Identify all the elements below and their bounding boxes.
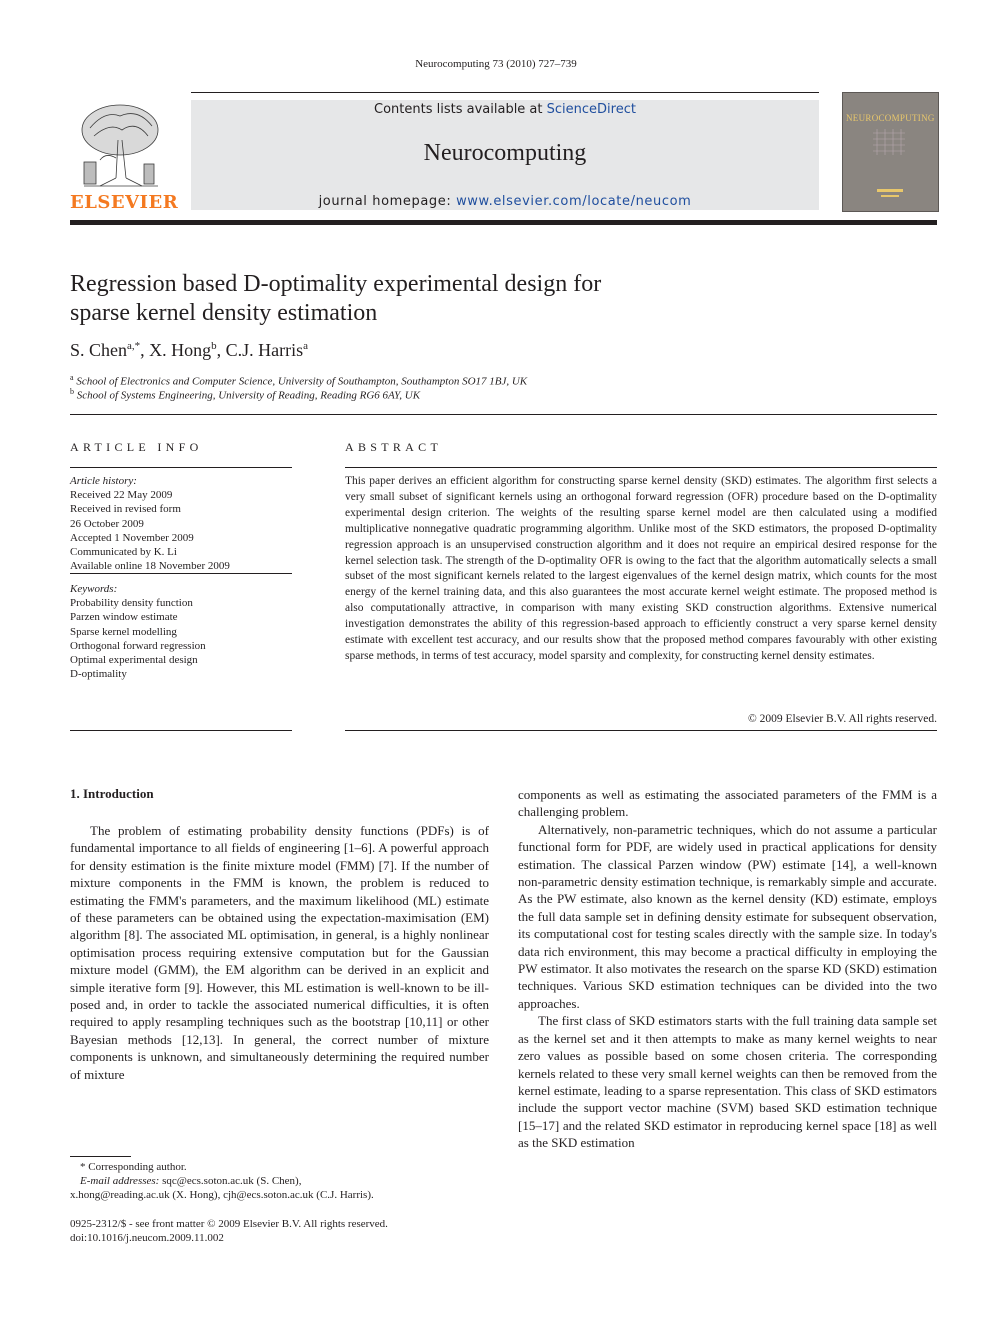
divider bbox=[345, 730, 937, 731]
author-affiliation-mark[interactable]: a,* bbox=[127, 340, 141, 352]
keyword: D-optimality bbox=[70, 668, 127, 681]
email-line-2[interactable]: x.hong@reading.ac.uk (X. Hong), cjh@ecs.soton.ac.uk (C.J. Harris). bbox=[70, 1189, 374, 1201]
author-affiliation-mark[interactable]: a bbox=[303, 340, 309, 352]
issn-line: 0925-2312/$ - see front matter © 2009 Elsevier B.V. All rights reserved. bbox=[70, 1218, 388, 1230]
journal-reference: Neurocomputing 73 (2010) 727–739 bbox=[415, 58, 577, 70]
doi-line[interactable]: doi:10.1016/j.neucom.2009.11.002 bbox=[70, 1232, 224, 1244]
article-info-heading: ARTICLE INFO bbox=[70, 440, 203, 454]
section-heading: 1. Introduction bbox=[70, 786, 154, 801]
keyword: Probability density function bbox=[70, 597, 193, 610]
paragraph: The problem of estimating probability density functions (PDFs) is of fundamental importance to all fields of engineering [1–6]. A powerful approach for density estimation is the finite mixture model (FMM) [7]. If the number of mixture components in the FMM is known, the problem is reduced to estimating the FMM's parameters, and the maximum likelihood (ML) estimate of these parameters can be obtained using the expectation-maximisation (EM) algorithm [8]. The associated ML optimisation, in general, is a highly nonlinear optimisation process requiring extensive computation but for the Gaussian mixture model (GMM), the EM algorithm can be derived in an explicit and simple iterative form [9]. However, this ML estimation is well-known to be ill-posed and, in order to tackle the associated numerical difficulties, it is often required to apply resampling techniques such as the bootstrap [10,11] or other Bayesian methods [12,13]. In general, the correct number of mixture components is unknown, and simultaneously determining the required number of mixture bbox=[70, 823, 489, 1082]
author-affiliation-mark[interactable]: b bbox=[211, 340, 217, 352]
abstract-copyright: © 2009 Elsevier B.V. All rights reserved. bbox=[748, 713, 937, 725]
keyword: Sparse kernel modelling bbox=[70, 625, 177, 638]
divider bbox=[345, 467, 937, 468]
keyword: Optimal experimental design bbox=[70, 654, 198, 667]
affiliation-text: School of Electronics and Computer Science, University of Southampton, Southampton SO17 1BJ, UK bbox=[76, 375, 528, 388]
title-line-2: sparse kernel density estimation bbox=[70, 300, 378, 326]
author-list bbox=[70, 340, 308, 361]
homepage-prefix: journal homepage: bbox=[318, 194, 457, 209]
contents-line bbox=[191, 102, 819, 117]
tree-icon bbox=[70, 100, 170, 190]
email-line bbox=[70, 1174, 374, 1188]
divider bbox=[70, 573, 292, 574]
elsevier-logo bbox=[70, 100, 179, 213]
title-line-1: Regression based D-optimality experimental design for bbox=[70, 271, 602, 297]
homepage-link[interactable]: www.elsevier.com/locate/neucom bbox=[456, 194, 692, 209]
body-column-right bbox=[518, 786, 937, 1152]
contents-prefix: Contents lists available at bbox=[374, 102, 547, 117]
footnotes bbox=[70, 1160, 374, 1202]
history-item: Communicated by K. Li bbox=[70, 546, 177, 559]
header-rule bbox=[70, 220, 937, 225]
history-item: Accepted 1 November 2009 bbox=[70, 531, 194, 544]
keyword: Parzen window estimate bbox=[70, 611, 178, 624]
author-name[interactable]: , C.J. Harris bbox=[216, 340, 304, 360]
corresponding-author-note: * Corresponding author. bbox=[80, 1161, 187, 1173]
history-item: Received 22 May 2009 bbox=[70, 489, 173, 502]
author-name[interactable]: S. Chen bbox=[70, 340, 128, 360]
abstract-heading: ABSTRACT bbox=[345, 440, 443, 454]
history-item: Received in revised form bbox=[70, 503, 181, 516]
keywords bbox=[70, 582, 206, 681]
journal-cover-thumbnail bbox=[842, 92, 939, 212]
history-label: Article history: bbox=[70, 475, 137, 487]
affiliation-text: School of Systems Engineering, University of Reading, Reading RG6 6AY, UK bbox=[76, 389, 421, 402]
sciencedirect-link[interactable]: ScienceDirect bbox=[546, 102, 636, 117]
elsevier-wordmark: ELSEVIER bbox=[70, 192, 179, 213]
author-name[interactable]: , X. Hong bbox=[140, 340, 212, 360]
history-item: 26 October 2009 bbox=[70, 517, 144, 530]
email-addresses[interactable]: sqc@ecs.soton.ac.uk (S. Chen), bbox=[159, 1175, 302, 1187]
affiliation-label: a bbox=[70, 373, 74, 382]
affiliation-rule bbox=[70, 414, 937, 415]
journal-name: Neurocomputing bbox=[423, 140, 587, 166]
history-item: Available online 18 November 2009 bbox=[70, 560, 230, 573]
paragraph: The first class of SKD estimators starts with the full training data sample set as the kernel set and it then attempts to make as many kernel weights to near zero values as possible based on some chosen criteria. The corresponding kernels related to these very small kernel weights can then be removed from the kernel estimate, leading to a sparse representation. This class of SKD estimators include the support vector machine (SVM) based SKD estimation technique [15–17] and the related SKD estimator in reproducing kernel space [18] as well as the SKD estimation bbox=[518, 1013, 937, 1151]
article-title bbox=[70, 270, 770, 328]
article-history bbox=[70, 474, 230, 573]
homepage-line bbox=[191, 194, 819, 209]
affiliation-a bbox=[70, 373, 527, 388]
keywords-label: Keywords: bbox=[70, 583, 118, 595]
affiliation-b bbox=[70, 387, 420, 402]
cover-pattern-icon bbox=[843, 93, 938, 211]
footnote-rule bbox=[70, 1156, 131, 1157]
body-column-left bbox=[70, 822, 489, 1083]
cover-title: NEUROCOMPUTING bbox=[846, 113, 935, 123]
paragraph: components as well as estimating the associated parameters of the FMM is a challenging problem. bbox=[518, 787, 937, 820]
affiliation-label: b bbox=[70, 387, 74, 396]
abstract-text: This paper derives an efficient algorithm for constructing sparse kernel density (SKD) estimates. The algorithm first selects a very small subset of significant kernels using an orthogonal forward regression (OFR) procedure based on the D-optimality experimental design criterion. The weights of the resulting sparse kernel model are then calculated using a modified multiplicative nonnegative quadratic programming algorithm. Unlike most of the SKD estimators, the proposed D-optimality regression approach is an unsupervised construction algorithm and it does not require an empirical desired response for the kernel selection task. The strength of the D-optimality OFR is owing to the fact that the algorithm automatically selects a small subset of the most significant kernels related to the largest eigenvalues of the kernel design matrix, which counts for the most energy of the kernel training data, and this also guarantees the most accurate kernel weight estimate. The proposed method is also computationally attractive, in comparison with many existing SKD construction algorithms. Extensive numerical investigation demonstrates the ability of this regression-based approach to efficiently construct a very sparse kernel density estimate with excellent test accuracy, and our results show that the proposed method compares favourably with other existing sparse methods, in terms of test accuracy, model sparsity and complexity, for constructing kernel density estimates. bbox=[345, 475, 937, 662]
email-label: E-mail addresses: bbox=[80, 1175, 160, 1187]
paragraph: Alternatively, non-parametric techniques, which do not assume a particular functional form for PDF, are widely used in practical applications for density estimation. The classical Parzen window (PW) estimate [14], a well-known non-parametric density estimation technique, is remarkably simple and accurate. As the PW estimate, also known as the kernel density (KD) estimate, employs the full data sample set in defining density estimate for subsequent observation, its computational cost for testing scales directly with the sample size. In today's data rich environment, this may become a practical difficulty in employing the PW estimator. It also motivates the research on the sparse KD (SKD) estimation techniques. Various SKD estimation techniques can be divided into the two approaches. bbox=[518, 821, 937, 1011]
keyword: Orthogonal forward regression bbox=[70, 639, 206, 652]
front-matter bbox=[70, 1217, 388, 1245]
divider bbox=[70, 467, 292, 468]
divider bbox=[70, 730, 292, 731]
